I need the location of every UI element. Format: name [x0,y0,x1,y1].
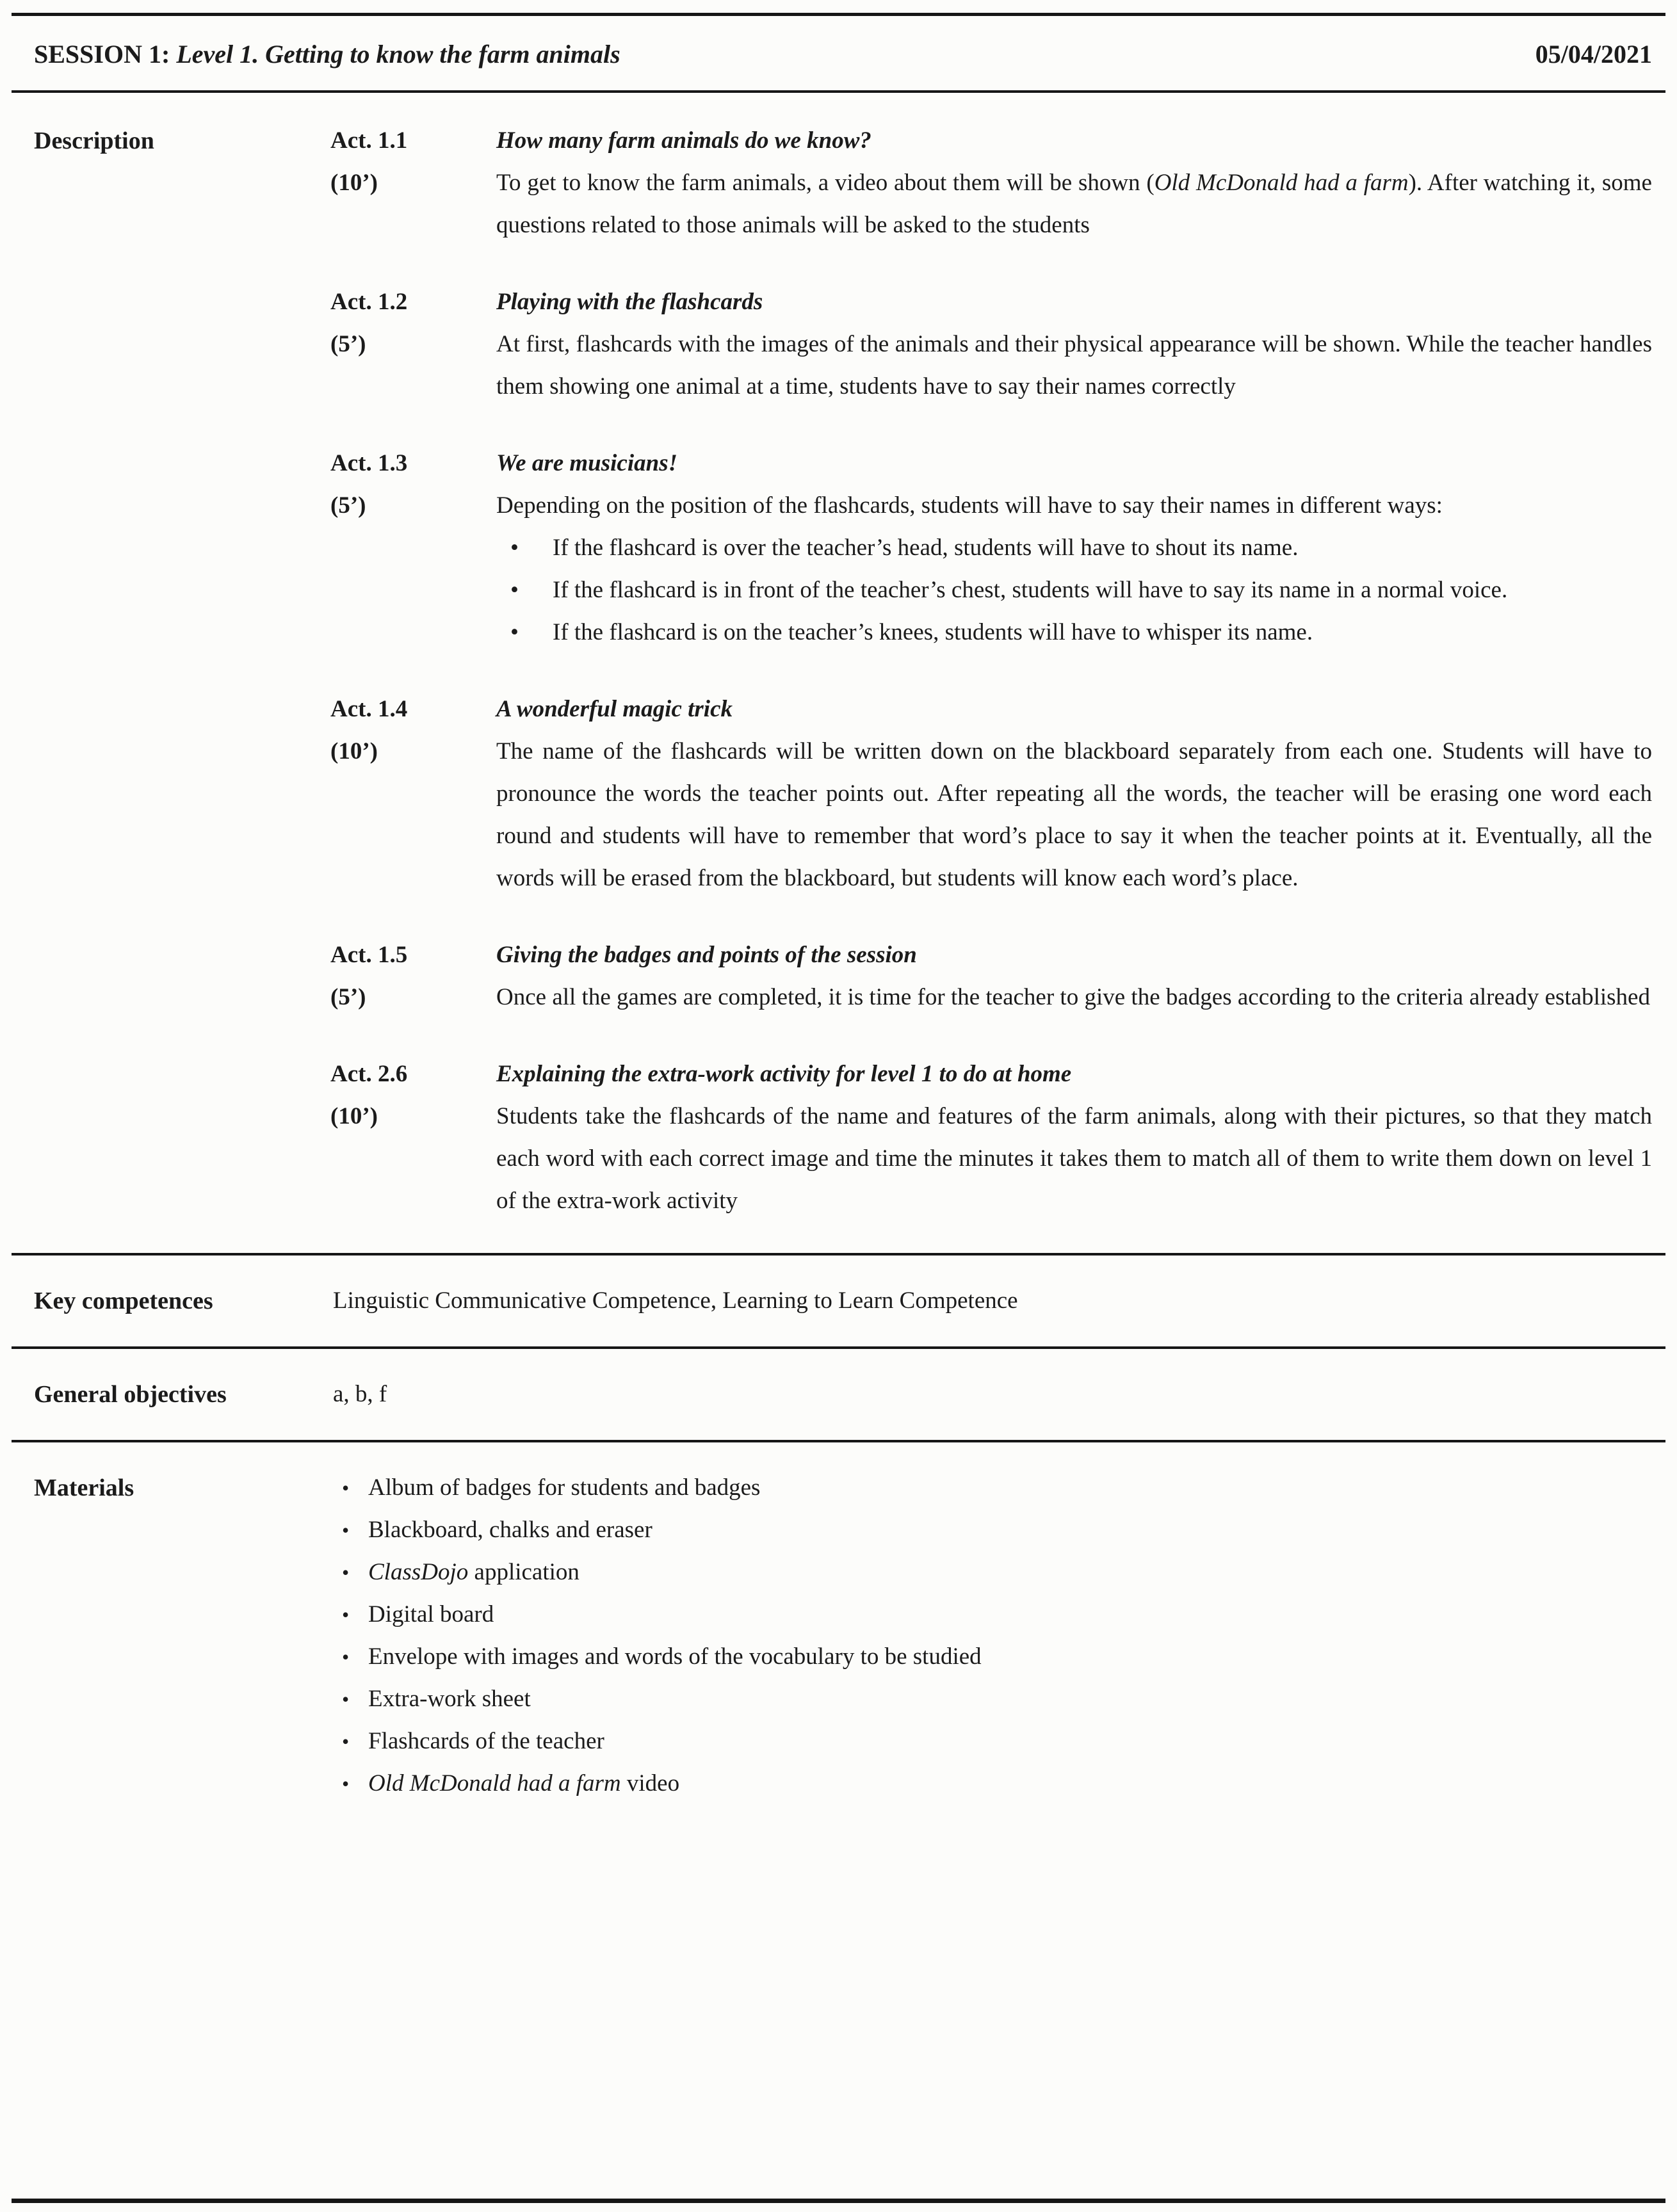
material-text: Digital board [368,1601,494,1627]
horizontal-rule [12,2199,1665,2203]
session-heading [34,39,620,70]
activity-body: At first, flashcards with the images of the animals and their physical appearance will be shown. While the teacher handles them showing one animal at a time, students have to say their names correctly [496,331,1652,400]
activity-meta [330,442,496,654]
bullet-item [496,611,1652,654]
activity-content [496,934,1652,1019]
body-text-segment: To get to know the farm animals, a video about them will be shown ( [496,170,1154,196]
material-text: video [620,1770,680,1796]
material-text: Flashcards of the teacher [368,1728,604,1754]
activity-meta [330,688,496,900]
activity-title: Explaining the extra-work activity for level 1 to do at home [496,1061,1072,1087]
general-objectives-label: General objectives [34,1381,227,1408]
bullet-marker: • [342,1476,350,1499]
bullet-marker: • [342,1561,350,1584]
material-italic: ClassDojo [368,1559,469,1585]
material-item [333,1467,1652,1509]
activity-code: Act. 1.4 [330,696,408,722]
material-item [333,1763,1652,1805]
activity-title: How many farm animals do we know? [496,127,871,154]
bullet-item [496,527,1652,569]
bullet-marker: • [342,1730,350,1753]
materials-list [333,1467,1652,1805]
activity-meta [330,281,496,408]
activity-duration: (5’) [330,331,366,357]
bullet-marker: • [510,619,519,645]
activity-meta [330,934,496,1019]
section-general-objectives [12,1349,1665,1440]
activity-duration: (10’) [330,1103,378,1129]
activity-code: Act. 1.5 [330,942,408,968]
activity-title: A wonderful magic trick [496,696,733,722]
activity-content [496,281,1652,408]
activity [330,688,1652,900]
description-label: Description [34,127,154,154]
bullet-marker: • [342,1603,350,1626]
activity-content [496,688,1652,900]
bullet-item [496,569,1652,611]
bullet-marker: • [342,1519,350,1542]
activity-title: Playing with the flashcards [496,289,763,315]
session-date: 05/04/2021 [1535,40,1652,69]
activity [330,120,1652,246]
activity-body [496,162,1652,246]
activity-code: Act. 1.1 [330,127,408,154]
key-competences-label: Key competences [34,1288,213,1314]
material-text: Extra-work sheet [368,1686,531,1712]
activity [330,442,1652,654]
activity-duration: (10’) [330,170,378,196]
activity [330,281,1652,408]
activity-duration: (5’) [330,984,366,1010]
activity-content [496,120,1652,246]
bullet-marker: • [342,1688,350,1711]
material-item [333,1551,1652,1594]
material-item [333,1720,1652,1763]
activity-body: Once all the games are completed, it is time for the teacher to give the badges according to the criteria already established [496,984,1650,1010]
material-item [333,1594,1652,1636]
material-text: Album of badges for students and badges [368,1474,761,1501]
activity-content [496,1053,1652,1222]
material-text: Blackboard, chalks and eraser [368,1517,652,1543]
material-text: Envelope with images and words of the vocabulary to be studied [368,1643,982,1670]
session-label: SESSION 1: [34,40,177,69]
bullet-marker: • [510,535,519,561]
section-description [12,93,1665,1253]
activity-title: Giving the badges and points of the session [496,942,917,968]
bullet-marker: • [510,577,519,603]
activity-duration: (5’) [330,492,366,519]
general-objectives-value: a, b, f [333,1381,387,1407]
activity-content [496,442,1652,654]
material-item [333,1509,1652,1551]
activity-code: Act. 2.6 [330,1061,408,1087]
key-competences-value: Linguistic Communicative Competence, Learning to Learn Competence [333,1288,1018,1314]
activity [330,934,1652,1019]
material-item [333,1678,1652,1720]
activity-body: The name of the flashcards will be written down on the blackboard separately from each one. Students will have to pronounce the words the teacher points out. After repeating all the words, the teacher will be erasing one word each round and students will have to remember that word’s place to say it when the teacher points at it. Eventually, all the words will be erased from the blackboard, but students will know each word’s place. [496,738,1652,891]
activity-duration: (10’) [330,738,378,764]
activity-meta [330,120,496,246]
activity-body: Students take the flashcards of the name and features of the farm animals, along with their pictures, so that they match each word with each correct image and time the minutes it takes them to match all of them to write them down on level 1 of the extra-work activity [496,1103,1652,1214]
activity [330,1053,1652,1222]
session-header [12,16,1665,90]
activity-code: Act. 1.3 [330,450,408,476]
bullet-text: If the flashcard is over the teacher’s head, students will have to shout its name. [553,535,1299,561]
material-item [333,1636,1652,1678]
bullet-marker: • [342,1645,350,1668]
bullet-text: If the flashcard is in front of the teacher’s chest, students will have to say its name in a normal voice. [553,577,1508,603]
activity-bullets [496,527,1652,654]
activities-list [330,120,1652,1222]
body-text-segment: ). After watching it, some questions related to those animals will be asked to the students [496,170,1652,238]
section-key-competences [12,1255,1665,1346]
material-text: application [468,1559,579,1585]
bullet-text: If the flashcard is on the teacher’s knees, students will have to whisper its name. [553,619,1313,645]
materials-label: Materials [34,1474,134,1501]
bullet-marker: • [342,1772,350,1795]
body-italic-segment: Old McDonald had a farm [1154,170,1409,196]
activity-meta [330,1053,496,1222]
activity-body: Depending on the position of the flashcards, students will have to say their names in different ways: [496,492,1443,519]
section-materials [12,1442,1665,2199]
activity-title: We are musicians! [496,450,678,476]
material-italic: Old McDonald had a farm [368,1770,621,1796]
activity-code: Act. 1.2 [330,289,408,315]
session-title: Level 1. Getting to know the farm animals [176,40,620,69]
